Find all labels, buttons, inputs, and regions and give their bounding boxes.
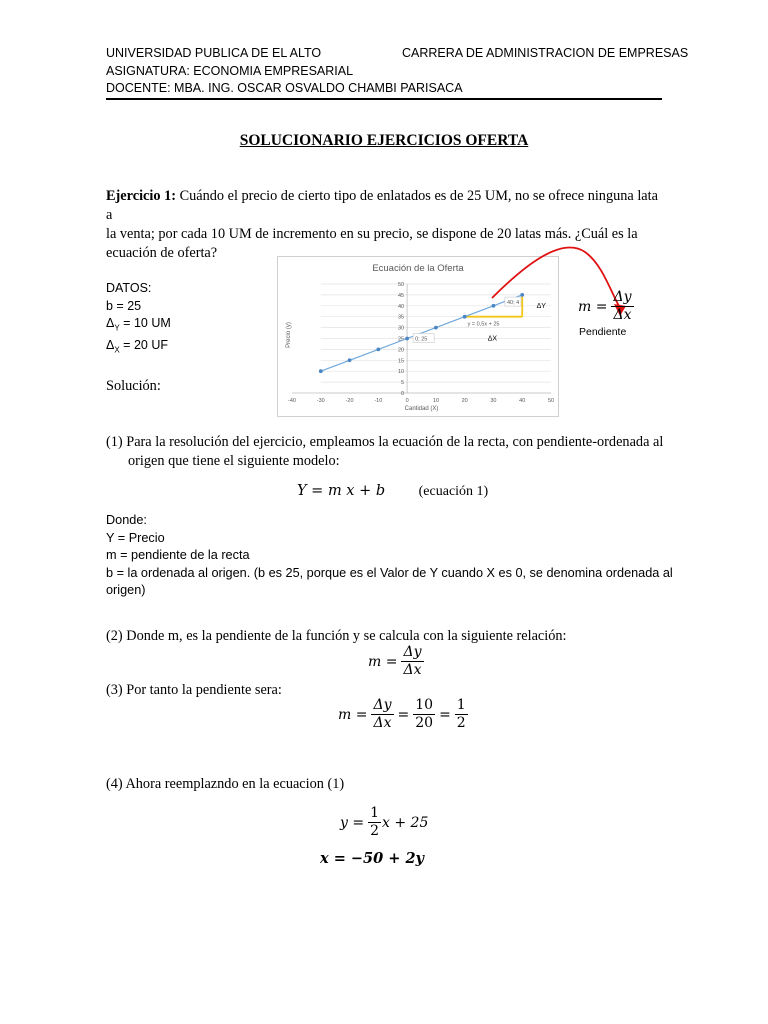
step-3-den-3: 2 [456, 715, 466, 731]
step-3-num-2: 10 [415, 697, 434, 713]
step-2-den: Δx [403, 662, 422, 678]
x-tick-label: 0 [405, 398, 409, 404]
data-point [463, 315, 467, 319]
step-2-formula [368, 644, 424, 679]
datos-dy: $\Delta_Y = 10$ UM [106, 316, 171, 333]
step-3-eq-1: = [397, 706, 410, 723]
chart-title: Ecuación de la Oferta [372, 263, 464, 274]
data-point [319, 369, 323, 373]
solucion-label: Solución: [106, 378, 161, 394]
y-tick-label: 45 [397, 292, 405, 299]
datos-heading: DATOS: [106, 281, 152, 295]
y-tick-label: 5 [401, 380, 405, 387]
step-2-num: Δy [403, 644, 422, 660]
slope-den: Δx [613, 307, 632, 323]
step-1-line-1: (1) Para la resolución del ejercicio, empleamos la ecuación de la recta, con pendiente-ordenada al [106, 434, 664, 450]
donde-b-line-2: origen) [106, 583, 146, 597]
slope-caption: Pendiente [579, 326, 627, 338]
step-2-m: m = [368, 653, 398, 670]
step-3-den-2: 20 [415, 715, 434, 731]
step-4-y: y = [340, 814, 365, 831]
point-label: 0; 25 [415, 336, 428, 343]
equation-1-formula: Y = m x + b [297, 483, 386, 499]
y-tick-label: 15 [397, 358, 405, 365]
y-tick-label: 25 [397, 336, 405, 343]
data-point [405, 337, 409, 341]
x-axis-label: Cantidad (X) [404, 406, 439, 412]
x-tick-label: -20 [345, 398, 354, 404]
exercise-line-2: la venta; por cada 10 UM de incremento en su precio, se dispone de 20 latas más. ¿Cuál es la [106, 226, 638, 242]
step-2-text: (2) Donde m, es la pendiente de la función y se calcula con la siguiente relación: [106, 628, 567, 644]
donde-block [106, 512, 686, 600]
delta-y-label: ΔY [536, 302, 546, 310]
final-equation: x = −50 + 2y [320, 850, 424, 867]
slope-formula [578, 289, 634, 324]
donde-m: m = pendiente de la recta [106, 548, 250, 562]
header-teacher: DOCENTE: MBA. ING. OSCAR OSVALDO CHAMBI PARISACA [106, 81, 463, 95]
header-subject: ASIGNATURA: ECONOMIA EMPRESARIAL [106, 64, 354, 78]
trendline-label: y = 0,5x + 25 [467, 321, 500, 328]
exercise-line-1: Cuándo el precio de cierto tipo de enlatados es de 25 UM, no se ofrece ninguna lata a [106, 188, 658, 223]
y-tick-label: 30 [397, 325, 405, 332]
step-3-text: (3) Por tanto la pendiente sera: [106, 682, 282, 698]
donde-b-line-1: b = la ordenada al origen. (b es 25, porque es el Valor de Y cuando X es 0, se denomina ordenada al [106, 565, 673, 580]
data-point [348, 358, 352, 362]
step-3-den-1: Δx [373, 715, 392, 731]
x-tick-label: 10 [432, 398, 439, 404]
x-tick-label: 30 [490, 398, 497, 404]
step-4-rest: x + 25 [382, 814, 429, 831]
data-point [376, 348, 380, 352]
exercise-line-3: ecuación de oferta? [106, 245, 218, 261]
y-tick-label: 0 [401, 391, 405, 397]
datos-dx: $\Delta_X = 20$ UF [106, 338, 168, 355]
x-tick-label: 40 [519, 398, 526, 404]
step-3-eq-2: = [439, 706, 451, 723]
y-tick-label: 35 [397, 314, 405, 321]
x-tick-label: 20 [461, 398, 468, 404]
delta-x-label: ΔX [487, 335, 498, 343]
datos-b: b = 25 [106, 298, 142, 313]
header-rule [106, 98, 662, 100]
equation-1-label: (ecuación 1) [418, 484, 489, 499]
header-career: CARRERA DE ADMINISTRACION DE EMPRESAS [402, 46, 689, 60]
page-title: SOLUCIONARIO EJERCICIOS OFERTA [239, 132, 529, 149]
x-tick-label: -10 [374, 398, 383, 404]
slope-num: Δy [613, 289, 632, 305]
step-1-line-2: origen que tiene el siguiente modelo: [128, 453, 340, 469]
step-1 [106, 433, 686, 471]
donde-y: Y = Precio [106, 530, 165, 545]
equation-1 [297, 483, 488, 500]
data-point [434, 326, 438, 330]
y-tick-label: 20 [397, 347, 405, 354]
step-4-den: 2 [370, 823, 380, 839]
step-4-text: (4) Ahora reemplazndo en la ecuacion (1) [106, 776, 345, 792]
step-3-m: m = [338, 706, 368, 723]
step-4-num: 1 [370, 805, 380, 821]
x-tick-label: 50 [547, 398, 555, 404]
y-tick-label: 40 [397, 303, 405, 310]
header-university: UNIVERSIDAD PUBLICA DE EL ALTO [106, 46, 322, 60]
step-3-num-1: Δy [373, 697, 392, 713]
point-label-2: 40; 4 [506, 300, 520, 307]
step-3-formula [338, 697, 468, 732]
step-4-formula [340, 805, 428, 840]
y-axis-label: Precio (y) [286, 322, 292, 348]
step-3-num-3: 1 [456, 697, 466, 713]
x-tick-label: -40 [288, 398, 296, 404]
exercise-label: Ejercicio 1: [106, 188, 176, 204]
slope-m: m = [578, 298, 608, 315]
y-tick-label: 10 [397, 369, 405, 376]
donde-heading: Donde: [106, 513, 147, 527]
datos-block [106, 280, 171, 359]
x-tick-label: -30 [316, 398, 325, 404]
y-tick-label: 50 [397, 282, 405, 288]
